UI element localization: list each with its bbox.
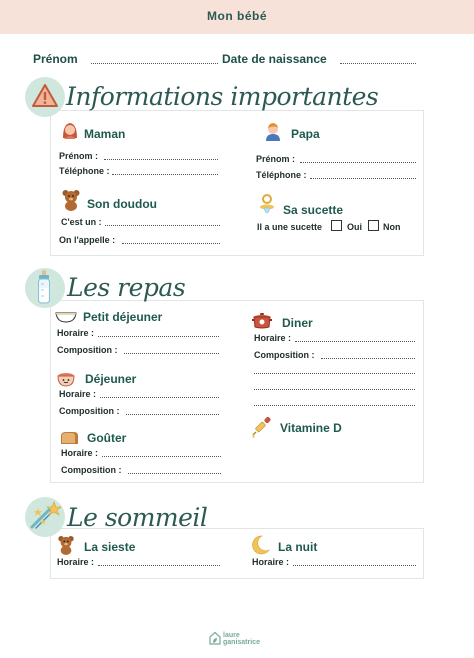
nuit-horaire-field[interactable] <box>293 565 416 566</box>
dejeuner-composition-field[interactable] <box>126 414 219 415</box>
logo-text-line1: laure <box>223 632 240 639</box>
pacifier-icon <box>259 194 275 218</box>
sucette-non-checkbox[interactable] <box>368 220 379 231</box>
dejeuner-horaire-label: Horaire : <box>59 389 97 399</box>
date-naissance-label: Date de naissance <box>222 52 327 66</box>
sieste-horaire-field[interactable] <box>98 565 220 566</box>
maman-prenom-label: Prénom : <box>59 151 99 161</box>
sieste-title: La sieste <box>84 540 136 554</box>
sieste-horaire-label: Horaire : <box>57 557 95 567</box>
diner-extra-line[interactable] <box>254 373 415 374</box>
prenom-field[interactable] <box>91 63 218 64</box>
nuit-horaire-label: Horaire : <box>252 557 290 567</box>
diner-horaire-label: Horaire : <box>254 333 292 343</box>
papa-telephone-label: Téléphone : <box>256 170 307 180</box>
gouter-horaire-field[interactable] <box>102 456 221 457</box>
page-title: Mon bébé <box>207 9 267 23</box>
diner-extra-line[interactable] <box>254 405 415 406</box>
section-title-repas: Les repas <box>67 273 186 302</box>
date-naissance-field[interactable] <box>340 63 416 64</box>
sucette-non-label: Non <box>383 222 401 232</box>
papa-title: Papa <box>291 127 320 141</box>
lunch-bowl-icon <box>57 371 75 387</box>
gouter-horaire-label: Horaire : <box>61 448 99 458</box>
papa-prenom-field[interactable] <box>300 162 416 163</box>
bread-icon <box>59 431 79 445</box>
sucette-oui-label: Oui <box>347 222 362 232</box>
nuit-title: La nuit <box>278 540 318 554</box>
maman-title: Maman <box>84 127 126 141</box>
maman-prenom-field[interactable] <box>104 159 218 160</box>
prenom-label: Prénom <box>33 52 78 66</box>
house-leaf-icon <box>209 631 221 645</box>
sucette-question: Il a une sucette <box>257 222 323 232</box>
dejeuner-composition-label: Composition : <box>59 406 120 416</box>
moon-icon <box>250 535 270 555</box>
mother-icon <box>61 120 79 140</box>
dejeuner-horaire-field[interactable] <box>100 397 219 398</box>
petit-dejeuner-horaire-label: Horaire : <box>57 328 95 338</box>
petit-dejeuner-title: Petit déjeuner <box>83 310 163 324</box>
maman-telephone-label: Téléphone : <box>59 166 110 176</box>
papa-prenom-label: Prénom : <box>256 154 296 164</box>
baby-bottle-icon <box>36 270 52 306</box>
diner-horaire-field[interactable] <box>295 341 415 342</box>
diner-composition-field[interactable] <box>321 358 415 359</box>
warning-icon <box>31 83 59 109</box>
dejeuner-title: Déjeuner <box>85 372 137 386</box>
vitamine-title: Vitamine D <box>280 421 342 435</box>
gouter-title: Goûter <box>87 431 127 445</box>
pot-icon <box>252 312 272 330</box>
doudou-cest-un-field[interactable] <box>105 225 220 226</box>
gouter-composition-label: Composition : <box>61 465 122 475</box>
teddy-bear-icon <box>57 535 75 555</box>
sucette-oui-checkbox[interactable] <box>331 220 342 231</box>
petit-dejeuner-composition-label: Composition : <box>57 345 118 355</box>
section-title-infos: Informations importantes <box>66 82 379 111</box>
papa-telephone-field[interactable] <box>310 178 416 179</box>
diner-title: Diner <box>282 316 313 330</box>
gouter-composition-field[interactable] <box>128 473 221 474</box>
maman-telephone-field[interactable] <box>112 174 218 175</box>
logo-text-line2: ganisatrice <box>223 639 260 646</box>
doudou-appelle-field[interactable] <box>122 243 220 244</box>
teddy-bear-icon <box>61 189 81 211</box>
diner-composition-label: Composition : <box>254 350 315 360</box>
diner-extra-line[interactable] <box>254 389 415 390</box>
petit-dejeuner-horaire-field[interactable] <box>98 336 219 337</box>
petit-dejeuner-composition-field[interactable] <box>124 353 219 354</box>
section-title-sommeil: Le sommeil <box>67 503 208 532</box>
dropper-icon <box>252 416 272 438</box>
bowl-icon <box>55 309 77 323</box>
sucette-title: Sa sucette <box>283 203 344 217</box>
doudou-title: Son doudou <box>87 197 157 211</box>
shooting-star-icon <box>29 500 63 530</box>
doudou-appelle-label: On l'appelle : <box>59 235 116 245</box>
father-icon <box>264 121 282 141</box>
doudou-cest-un-label: C'est un : <box>61 217 102 227</box>
